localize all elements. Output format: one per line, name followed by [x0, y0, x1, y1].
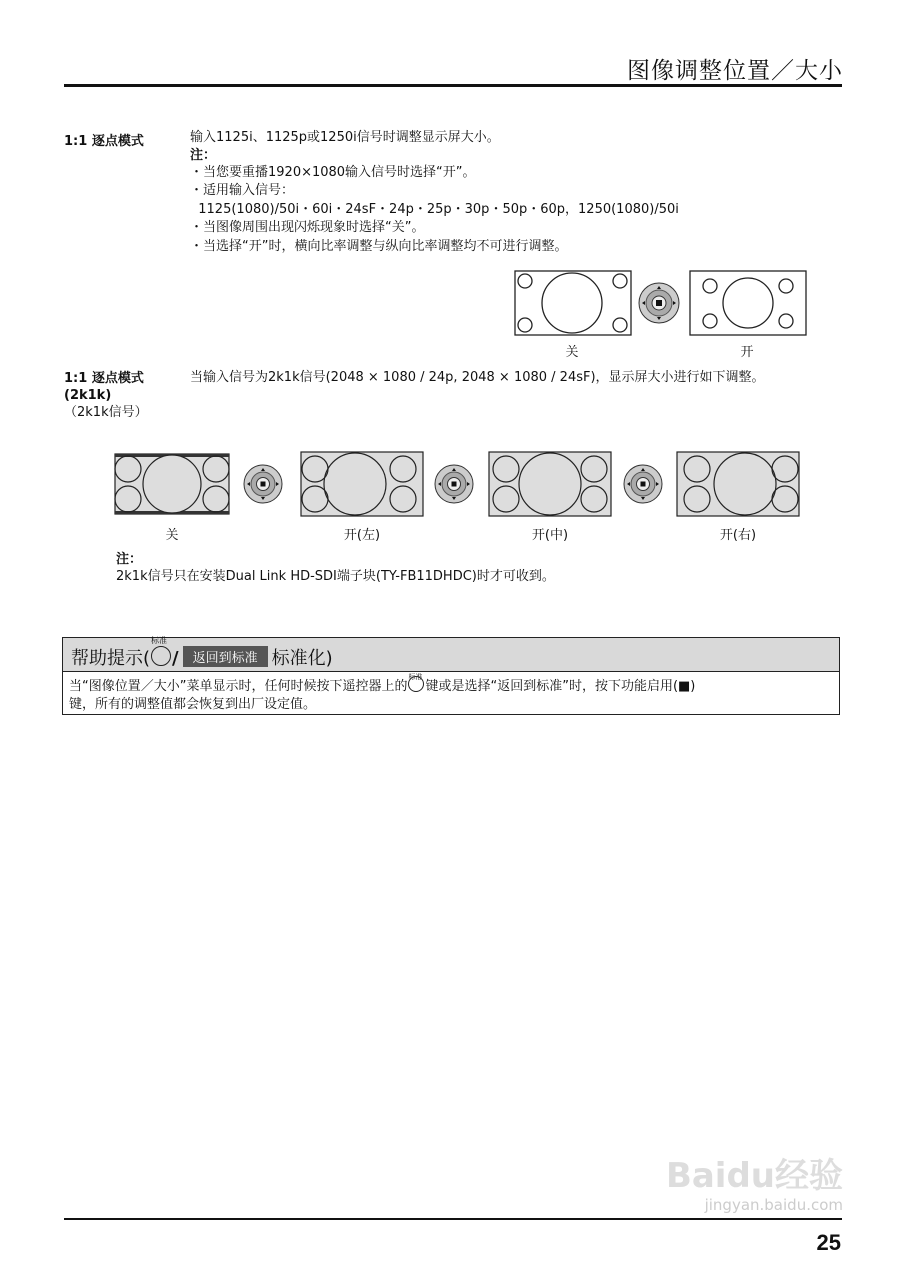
standard-mark: 标准 [408, 673, 423, 681]
screen-2k-on-center-illustration [489, 452, 611, 516]
screen-2k-on-left-illustration [301, 452, 423, 516]
screen-2k-on-right-illustration [677, 452, 799, 516]
help-header [63, 638, 839, 672]
s1-note-label: 注： [190, 147, 217, 163]
section1-label: 1:1 逐点模式 [64, 134, 144, 149]
help-body-text: 键，所有的调整值都会恢复到出厂设定值。 [69, 697, 317, 712]
remote-dpad-icon [435, 465, 473, 503]
watermark-url: jingyan.baidu.com [704, 1196, 843, 1214]
help-title [71, 636, 333, 670]
help-body [69, 673, 696, 714]
caption-2k-on-center: 开(中) [531, 528, 569, 543]
help-title-prefix: 帮助提示( [71, 648, 151, 669]
standard-button-icon [408, 673, 424, 692]
s1-line: ・当选择“开”时，横向比率调整与纵向比率调整均不可进行调整。 [190, 238, 568, 254]
screen-2k-off-illustration [115, 454, 229, 514]
caption-2k-on-right: 开(右) [719, 528, 757, 543]
section2-text: 当输入信号为2k1k信号(2048 × 1080 / 24p, 2048 × 1080 / 24sF)，显示屏大小进行如下调整。 [190, 370, 765, 385]
return-to-standard-label: 返回到标准 [183, 646, 268, 667]
page-title: 图像调整位置／大小 [627, 58, 843, 84]
s2-label-line2: (2k1k) [64, 388, 112, 403]
remote-dpad-icon [624, 465, 662, 503]
s1-line: ・当您要重播1920×1080输入信号时选择“开”。 [190, 164, 476, 180]
s1-line: 1125(1080)/50i・60i・24sF・24p・25p・30p・50p・60p，1250(1080)/50i [190, 201, 679, 217]
caption-2k-off: 关 [165, 528, 179, 543]
remote-dpad-icon [244, 465, 282, 503]
caption-off: 关 [565, 345, 579, 360]
help-body-text: 当“图像位置／大小”菜单显示时，任何时候按下遥控器上的 [69, 679, 408, 694]
s2-note-text: 2k1k信号只在安装Dual Link HD-SDI端子块(TY-FB11DHDC)时才可收到。 [116, 569, 555, 584]
watermark-logo: Baidu经验 [665, 1156, 843, 1196]
standard-button-icon [151, 636, 171, 666]
s2-label-line1: 1:1 逐点模式 [64, 371, 144, 386]
page-number: 25 [816, 1230, 841, 1255]
s1-line: ・当图像周围出现闪烁现象时选择“关”。 [190, 220, 425, 235]
help-title-suffix: 标准化) [271, 648, 333, 669]
caption-on: 开 [740, 345, 754, 360]
help-box [62, 637, 840, 715]
help-body-text: 键或是选择“返回到标准”时，按下功能启用(■) [425, 679, 696, 694]
standard-mark: 标准 [151, 636, 168, 645]
s1-line: ・适用输入信号： [190, 183, 295, 198]
s1-line: 输入1125i、1125p或1250i信号时调整显示屏大小。 [190, 130, 500, 145]
s2-label-line3: （2k1k信号） [64, 405, 148, 420]
caption-2k-on-left: 开(左) [343, 528, 381, 543]
s2-note-title: 注： [116, 552, 143, 567]
footer-rule [64, 1218, 842, 1220]
help-slash: / [172, 648, 179, 669]
